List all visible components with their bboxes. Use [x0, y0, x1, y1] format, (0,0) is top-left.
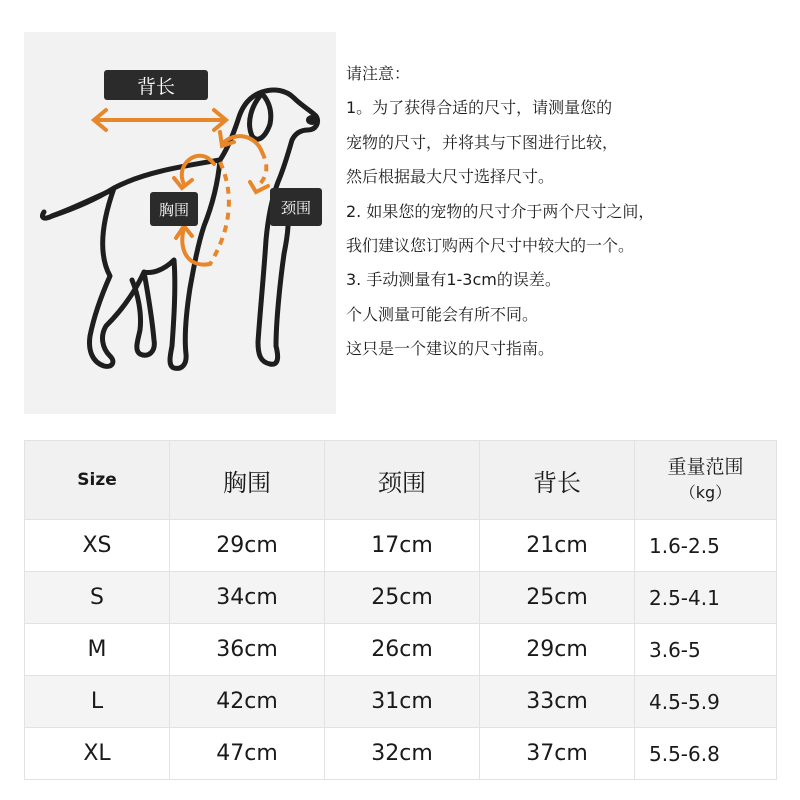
neck-label: 颈围 [270, 188, 322, 226]
header-weight-unit: （kg） [679, 483, 732, 502]
cell-neck: 25cm [325, 572, 480, 624]
cell-weight: 2.5-4.1 [635, 572, 777, 624]
cell-chest: 36cm [170, 624, 325, 676]
measurement-notes [346, 58, 792, 368]
back-length-label: 背长 [104, 70, 208, 100]
table-row [25, 728, 777, 780]
dog-tail [42, 190, 112, 218]
cell-back: 29cm [480, 624, 635, 676]
table-row [25, 572, 777, 624]
cell-back: 21cm [480, 520, 635, 572]
notes-line: 这只是一个建议的尺寸指南。 [346, 339, 555, 359]
table-header-row [25, 441, 777, 520]
cell-neck: 26cm [325, 624, 480, 676]
cell-back: 33cm [480, 676, 635, 728]
cell-weight: 3.6-5 [635, 624, 777, 676]
cell-weight: 5.5-6.8 [635, 728, 777, 780]
notes-line: 1。为了获得合适的尺寸，请测量您的 [346, 98, 613, 118]
notes-line: 然后根据最大尺寸选择尺寸。 [346, 167, 555, 187]
notes-line: 3. 手动测量有1-3cm的误差。 [346, 270, 561, 290]
cell-size: S [25, 572, 170, 624]
neck-arrow-lower-head [250, 182, 268, 192]
cell-chest: 34cm [170, 572, 325, 624]
cell-size: L [25, 676, 170, 728]
header-back-length: 背长 [480, 441, 635, 520]
notes-line: 个人测量可能会有所不同。 [346, 304, 539, 324]
header-weight [635, 441, 777, 520]
notes-line: 宠物的尺寸，并将其与下图进行比较， [346, 132, 619, 152]
cell-size: M [25, 624, 170, 676]
header-weight-label: 重量范围 [667, 456, 744, 478]
size-chart-table [24, 440, 777, 780]
header-neck: 颈围 [325, 441, 480, 520]
neck-dashed-line [258, 152, 266, 186]
cell-neck: 31cm [325, 676, 480, 728]
notes-heading: 请注意： [346, 64, 411, 83]
cell-back: 37cm [480, 728, 635, 780]
cell-neck: 32cm [325, 728, 480, 780]
chest-arrow-upper [182, 156, 214, 184]
cell-weight: 4.5-5.9 [635, 676, 777, 728]
cell-chest: 42cm [170, 676, 325, 728]
header-size: Size [25, 441, 170, 520]
table-row [25, 676, 777, 728]
cell-chest: 29cm [170, 520, 325, 572]
notes-line: 2. 如果您的宠物的尺寸介于两个尺寸之间， [346, 201, 655, 221]
header-chest: 胸围 [170, 441, 325, 520]
dog-ear [250, 96, 271, 139]
cell-weight: 1.6-2.5 [635, 520, 777, 572]
cell-neck: 17cm [325, 520, 480, 572]
notes-line: 我们建议您订购两个尺寸中较大的一个。 [346, 235, 635, 255]
cell-size: XS [25, 520, 170, 572]
measurement-diagram [24, 32, 336, 414]
cell-back: 25cm [480, 572, 635, 624]
chest-label: 胸围 [150, 192, 198, 226]
cell-chest: 47cm [170, 728, 325, 780]
table-row [25, 624, 777, 676]
cell-size: XL [25, 728, 170, 780]
dog-nose [306, 115, 318, 125]
table-row [25, 520, 777, 572]
